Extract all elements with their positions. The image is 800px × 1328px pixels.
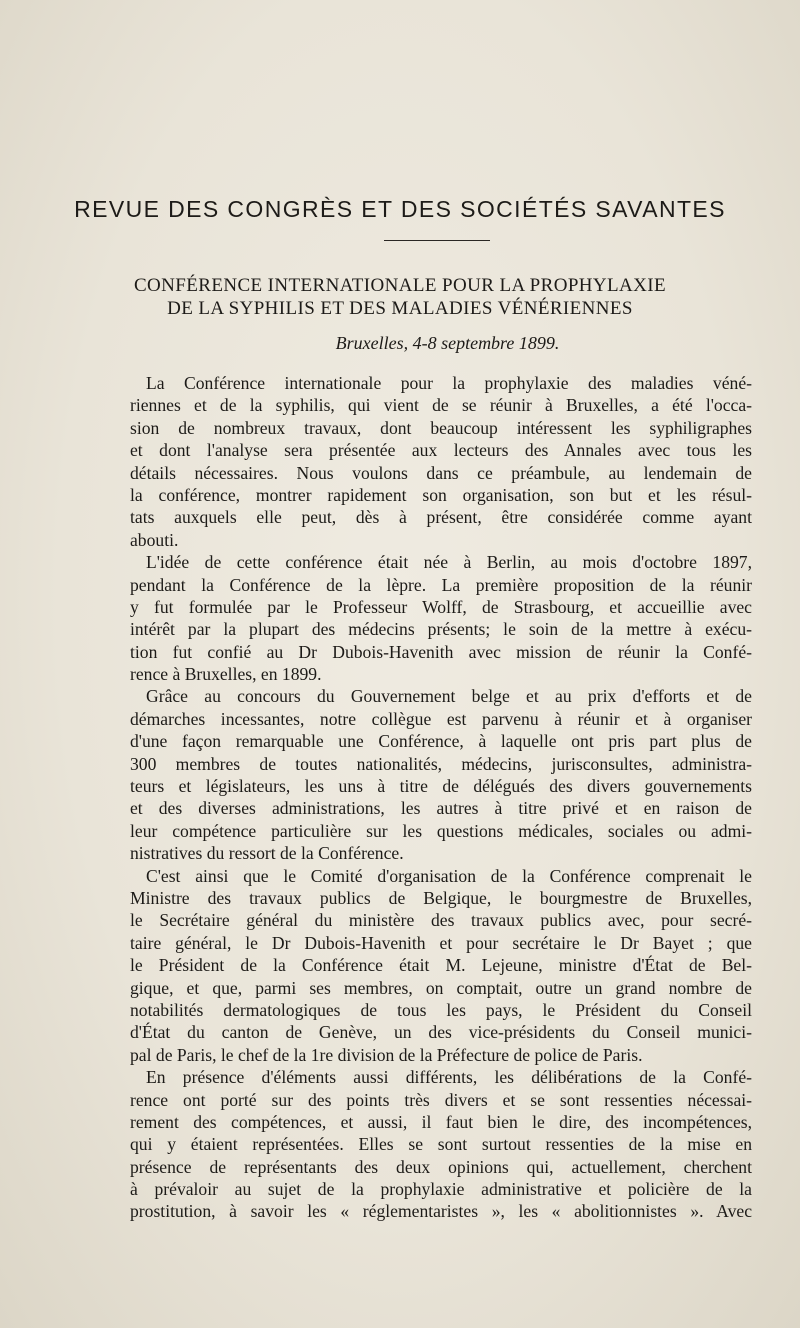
text-line: démarches incessantes, notre collègue est parvenu à réunir et à organiser: [130, 708, 752, 729]
text-line: le Secrétaire général du ministère des travaux publics avec, pour secré-: [130, 910, 752, 931]
text-line: La Conférence internationale pour la prophylaxie des maladies véné-: [146, 373, 752, 393]
text-line: d'État du canton de Genève, un des vice-présidents du Conseil munici-: [130, 1022, 752, 1043]
text-line: tats auxquels elle peut, dès à présent, être considérée comme ayant: [130, 507, 752, 528]
text-line: Grâce au concours du Gouvernement belge et au prix d'efforts et de: [146, 686, 752, 707]
text-line: tion fut confié au Dr Dubois-Havenith avec mission de réunir la Confé-: [130, 641, 752, 662]
text-line: prostitution, à savoir les « réglementaristes », les « abolitionnistes ». Avec: [130, 1201, 752, 1222]
text-line: le Président de la Conférence était M. Lejeune, ministre d'État de Bel-: [130, 955, 752, 976]
text-line: qui y étaient représentées. Elles se sont surtout ressenties de la mise en: [130, 1134, 752, 1155]
text-line: abouti.: [130, 529, 179, 550]
text-line: et des diverses administrations, les autres à titre privé et en raison de: [130, 798, 752, 819]
text-line: à prévaloir au sujet de la prophylaxie administrative et policière de la: [130, 1179, 752, 1200]
text-line: présence de représentants des deux opinions qui, actuellement, cherchent: [130, 1156, 752, 1177]
place-date: Bruxelles, 4-8 septembre 1899.: [335, 333, 560, 353]
text-line: notabilités dermatologiques de tous les pays, le Président du Conseil: [130, 999, 752, 1020]
text-line: taire général, le Dr Dubois-Havenith et pour secrétaire le Dr Bayet ; que: [130, 932, 752, 953]
text-line: intérêt par la plupart des médecins présents; le soin de la mettre à exécu-: [130, 619, 752, 640]
text-line: Ministre des travaux publics de Belgique, le bourgmestre de Bruxelles,: [130, 887, 752, 908]
text-line: riennes et de la syphilis, qui vient de se réunir à Bruxelles, a été l'occa-: [130, 395, 752, 416]
text-line: détails nécessaires. Nous voulons dans ce préambule, au lendemain de: [130, 462, 752, 483]
section-heading: REVUE DES CONGRÈS ET DES SOCIÉTÉS SAVANTES: [74, 196, 726, 222]
text-line: gique, et que, parmi ses membres, on comptait, outre un grand nombre de: [130, 977, 752, 998]
article-title-line-1: CONFÉRENCE INTERNATIONALE POUR LA PROPHYLAXIE: [133, 275, 667, 296]
text-line: 300 membres de toutes nationalités, médecins, jurisconsultes, administra-: [130, 753, 752, 774]
text-line: et dont l'analyse sera présentée aux lecteurs des Annales avec tous les: [130, 440, 752, 461]
text-line: sion de nombreux travaux, dont beaucoup intéressent les syphiligraphes: [130, 417, 752, 438]
text-line: En présence d'éléments aussi différents, les délibérations de la Confé-: [146, 1067, 752, 1088]
article-title-line-2: DE LA SYPHILIS ET DES MALADIES VÉNÉRIENNES: [167, 298, 633, 319]
article-body: [130, 372, 752, 1223]
text-line: y fut formulée par le Professeur Wolff, de Strasbourg, et accueillie avec: [130, 596, 752, 617]
text-line: d'une façon remarquable une Conférence, à laquelle ont pris part plus de: [130, 731, 752, 752]
text-line: pal de Paris, le chef de la 1re division de la Préfecture de police de Paris.: [130, 1044, 643, 1065]
text-line: rement des compétences, et aussi, il faut bien le dire, des incompétences,: [130, 1111, 752, 1132]
text-line: la conférence, montrer rapidement son organisation, son but et les résul-: [130, 484, 752, 505]
divider-rule: [384, 240, 490, 241]
text-line: L'idée de cette conférence était née à Berlin, au mois d'octobre 1897,: [146, 552, 752, 573]
text-line: leur compétence particulière sur les questions médicales, sociales ou admi-: [130, 820, 752, 841]
text-line: teurs et législateurs, les uns à titre de délégués des divers gouvernements: [130, 776, 752, 797]
text-line: nistratives du ressort de la Conférence.: [130, 843, 404, 864]
text-line: rence à Bruxelles, en 1899.: [130, 664, 322, 685]
text-line: rence ont porté sur des points très divers et se sont ressenties nécessai-: [130, 1089, 752, 1110]
text-line: pendant la Conférence de la lèpre. La première proposition de la réunir: [130, 574, 752, 595]
text-line: C'est ainsi que le Comité d'organisation de la Conférence comprenait le: [146, 865, 752, 886]
